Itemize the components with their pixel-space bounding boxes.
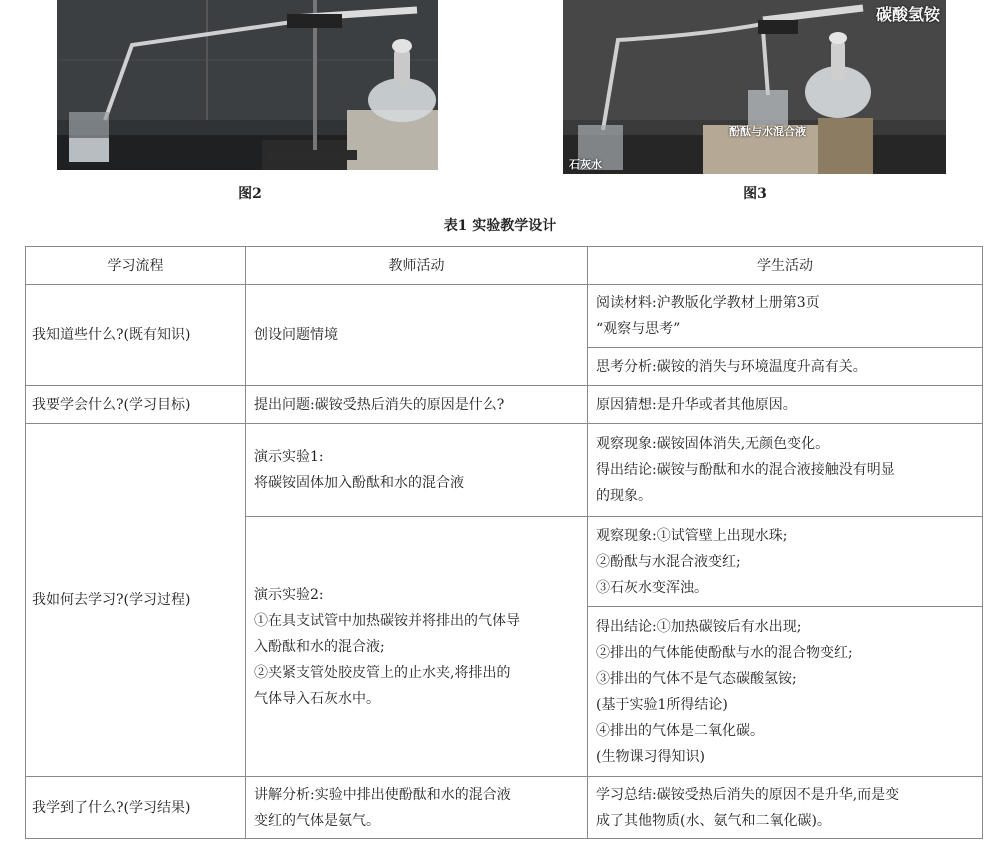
cell-line: (生物课习得知识)	[596, 748, 705, 765]
cell-line: “观察与思考”	[596, 321, 681, 337]
figure-2-apparatus-image	[57, 0, 438, 170]
table-row	[26, 777, 983, 839]
cell-line: 的现象。	[596, 488, 652, 504]
cell-line: 变红的气体是氨气。	[254, 812, 380, 829]
figure-2-photo	[57, 0, 438, 170]
student-cell	[588, 517, 983, 607]
stage-cell: 我如何去学习?(学习过程)	[26, 424, 246, 777]
cell-line: 入酚酞和水的混合液;	[254, 638, 385, 655]
cell-line: ③石灰水变浑浊。	[596, 579, 708, 596]
header-learning-process: 学习流程	[26, 247, 246, 285]
figure-3-apparatus-image	[563, 0, 946, 174]
figure-3-photo	[563, 0, 946, 174]
cell-line: 演示实验2:	[254, 586, 324, 603]
header-teacher-activity: 教师活动	[246, 247, 588, 285]
student-cell: 思考分析:碳铵的消失与环境温度升高有关。	[588, 348, 983, 386]
cell-line: 讲解分析:实验中排出使酚酞和水的混合液	[254, 786, 511, 803]
stage-cell: 我知道些什么?(既有知识)	[26, 285, 246, 386]
cell-line: 演示实验1:	[254, 449, 324, 465]
figure-3-label-limewater: 石灰水	[569, 158, 602, 171]
cell-line: 学习总结:碳铵受热后消失的原因不是升华,而是变	[596, 786, 900, 803]
figure-2-caption: 图2	[238, 186, 262, 202]
teacher-cell: 创设问题情境	[246, 285, 588, 386]
table-row	[26, 424, 983, 517]
cell-line: 得出结论:碳铵与酚酞和水的混合液接触没有明显	[596, 462, 895, 478]
experiment-teaching-design-table	[25, 246, 983, 839]
cell-line: 观察现象:碳铵固体消失,无颜色变化。	[596, 436, 830, 452]
teacher-cell	[246, 777, 588, 839]
teacher-cell	[246, 517, 588, 777]
teacher-cell: 提出问题:碳铵受热后消失的原因是什么?	[246, 386, 588, 424]
student-cell	[588, 777, 983, 839]
cell-line: (基于实验1所得结论)	[596, 696, 728, 713]
table-row	[26, 285, 983, 348]
figure-3-label-phenolphthalein-mixture: 酚酞与水混合液	[729, 125, 806, 138]
cell-line: 将碳铵固体加入酚酞和水的混合液	[254, 475, 464, 491]
cell-line: ②排出的气体能使酚酞与水的混合物变红;	[596, 644, 853, 661]
teacher-cell	[246, 424, 588, 517]
figure-3-caption: 图3	[743, 186, 767, 202]
cell-line: 得出结论:①加热碳铵后有水出现;	[596, 618, 802, 635]
stage-cell: 我学到了什么?(学习结果)	[26, 777, 246, 839]
cell-line: 阅读材料:沪教版化学教材上册第3页	[596, 295, 820, 311]
header-student-activity: 学生活动	[588, 247, 983, 285]
figure-3-label-ammonium-bicarbonate: 碳酸氢铵	[875, 5, 940, 24]
cell-line: 成了其他物质(水、氨气和二氧化碳)。	[596, 812, 831, 829]
cell-line: 气体导入石灰水中。	[254, 690, 380, 707]
table-title: 表1 实验教学设计	[443, 218, 557, 234]
cell-line: 观察现象:①试管壁上出现水珠;	[596, 527, 788, 544]
stage-cell: 我要学会什么?(学习目标)	[26, 386, 246, 424]
table-row	[26, 386, 983, 424]
cell-line: ①在具支试管中加热碳铵并将排出的气体导	[254, 612, 520, 629]
student-cell	[588, 285, 983, 348]
table-header-row	[26, 247, 983, 285]
cell-line: ②夹紧支管处胶皮管上的止水夹,将排出的	[254, 664, 511, 681]
student-cell	[588, 607, 983, 777]
student-cell	[588, 424, 983, 517]
student-cell: 原因猜想:是升华或者其他原因。	[588, 386, 983, 424]
cell-line: ④排出的气体是二氧化碳。	[596, 722, 764, 739]
cell-line: ②酚酞与水混合液变红;	[596, 553, 741, 570]
cell-line: ③排出的气体不是气态碳酸氢铵;	[596, 670, 797, 687]
